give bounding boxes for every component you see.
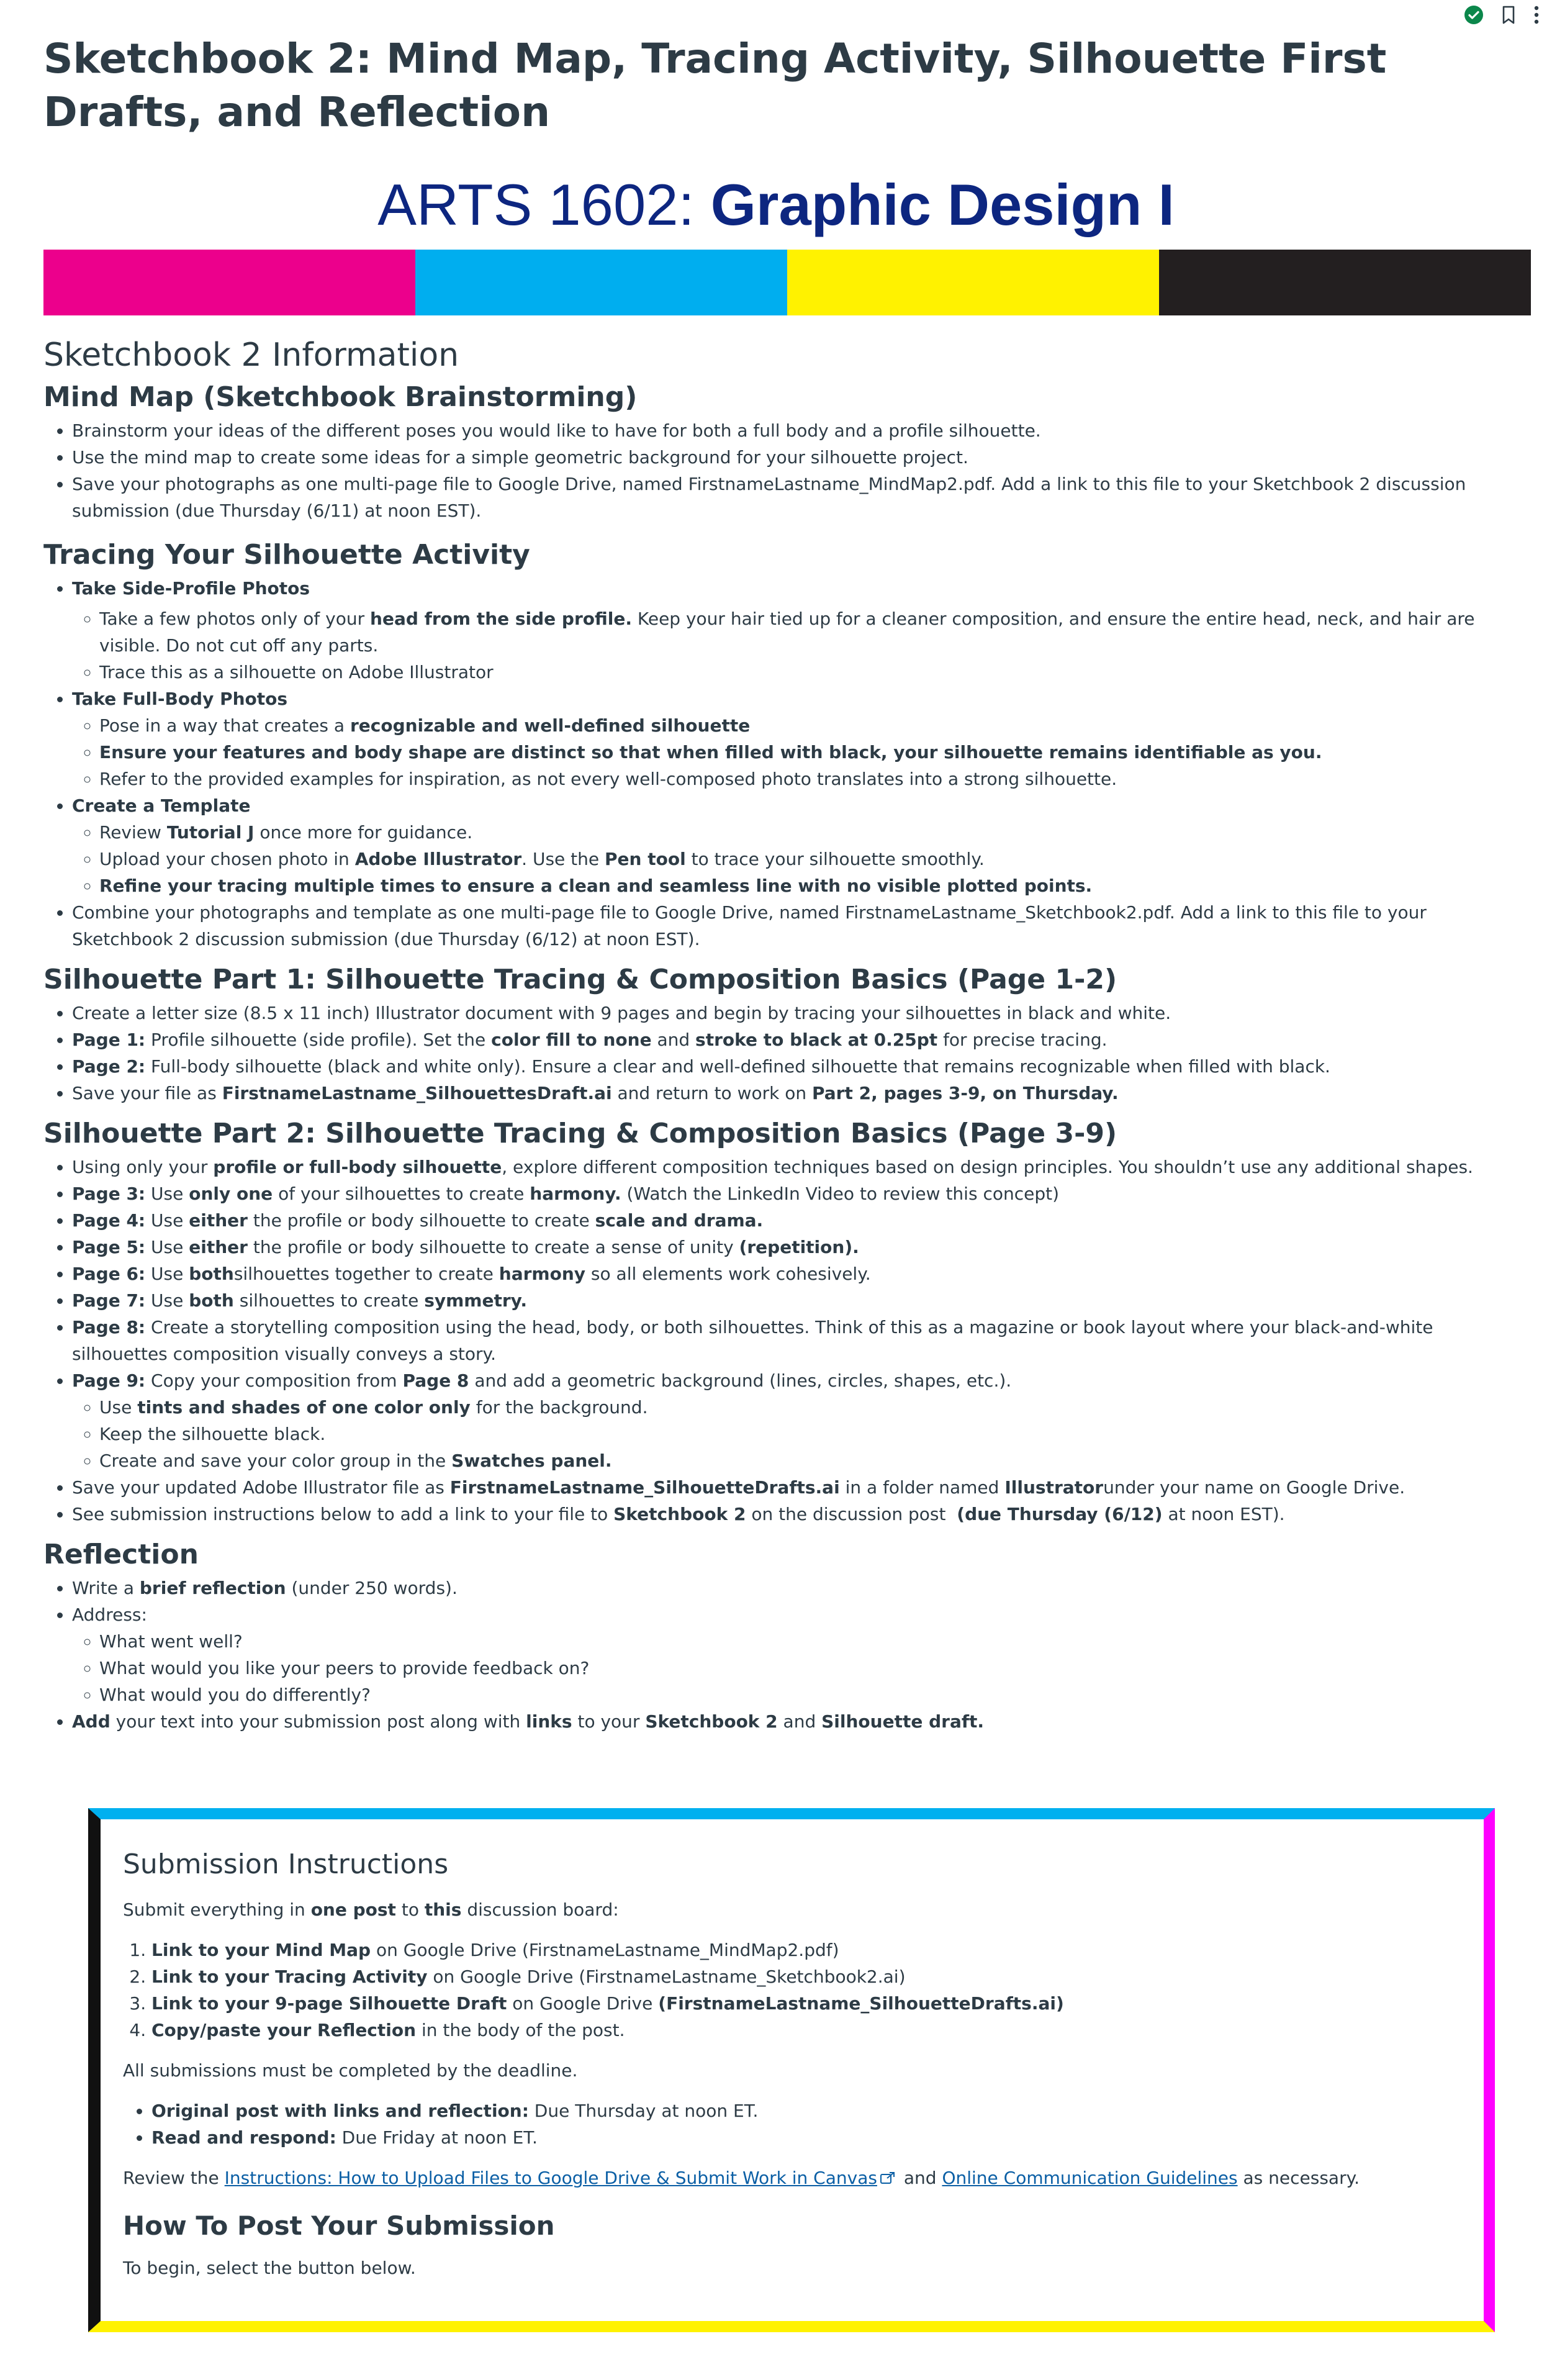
text-bold: Page 7: bbox=[72, 1290, 146, 1311]
list-item bbox=[99, 872, 1527, 899]
text: . Use the bbox=[521, 849, 605, 869]
text-bold: Page 4: bbox=[72, 1210, 146, 1231]
how-to-post-heading: How To Post Your Submission bbox=[123, 2210, 555, 2241]
list-item bbox=[72, 685, 1527, 792]
submission-steps bbox=[123, 1937, 1453, 2043]
list-item: • Create a letter size (8.5 x 11 inch) Illustrator document with 9 pages and begin by tracing your silhouettes in black and white. bbox=[72, 1000, 1527, 1026]
text-bold: Refine your tracing multiple times to ensure a clean and seamless line with no visible plotted points. bbox=[99, 876, 1093, 896]
text: Due Thursday at noon ET. bbox=[528, 2101, 759, 2121]
text-bold: this bbox=[424, 1899, 462, 1920]
list-item bbox=[151, 1963, 1453, 1990]
text-bold: links bbox=[526, 1711, 572, 1732]
info-heading: Sketchbook 2 Information bbox=[43, 337, 459, 374]
text-bold: Page 6: bbox=[72, 1264, 146, 1284]
text: , explore different composition techniques based on design principles. You shouldn’t use any additional shapes. bbox=[502, 1157, 1473, 1177]
text-bold: either bbox=[189, 1210, 248, 1231]
text: Save your file as bbox=[72, 1083, 222, 1103]
part2-heading: Silhouette Part 2: Silhouette Tracing & Composition Basics (Page 3-9) bbox=[43, 1118, 1117, 1149]
text: Use bbox=[145, 1264, 189, 1284]
text: (Watch the LinkedIn Video to review this concept) bbox=[621, 1183, 1060, 1204]
side-profile-title: Take Side-Profile Photos bbox=[72, 578, 310, 599]
list-item: • Save your photographs as one multi-page file to Google Drive, named FirstnameLastname_MindMap2.pdf. Add a link to this file to your Sketchbook 2 discussion submission (due Thursday (6/11) at noon EST). bbox=[72, 471, 1527, 524]
text-bold: Tutorial J bbox=[166, 822, 255, 843]
text: Write a bbox=[72, 1578, 140, 1598]
part2-list bbox=[43, 1154, 1527, 1527]
text: Using only your bbox=[72, 1157, 214, 1177]
text: Use bbox=[99, 1397, 138, 1418]
text: in a folder named bbox=[839, 1477, 1005, 1498]
stripe-magenta bbox=[43, 250, 415, 315]
text-bold: harmony. bbox=[530, 1183, 621, 1204]
banner-course-name: Graphic Design I bbox=[710, 172, 1175, 237]
list-item bbox=[151, 2097, 1453, 2124]
text-bold: Page 8 bbox=[402, 1370, 469, 1391]
page-title: Sketchbook 2: Mind Map, Tracing Activity, Silhouette First Drafts, and Reflection bbox=[43, 35, 1387, 136]
text: Full-body silhouette (black and white only). Ensure a clear and well-defined silhouette that remains recognizable when filled with black. bbox=[145, 1056, 1330, 1077]
text-bold: either bbox=[189, 1237, 248, 1257]
text: the profile or body silhouette to create a sense of unity bbox=[247, 1237, 739, 1257]
text: Copy your composition from bbox=[145, 1370, 403, 1391]
list-item bbox=[72, 1601, 1527, 1708]
text-bold: Page 1: bbox=[72, 1029, 146, 1050]
reflection-heading: Reflection bbox=[43, 1539, 199, 1570]
submission-heading: Submission Instructions bbox=[123, 1848, 449, 1880]
text-bold: Page 9: bbox=[72, 1370, 146, 1391]
submission-intro bbox=[123, 1896, 1453, 1923]
mindmap-heading: Mind Map (Sketchbook Brainstorming) bbox=[43, 381, 638, 413]
list-item bbox=[72, 1575, 1527, 1601]
text-bold: Add bbox=[72, 1711, 111, 1732]
part1-heading: Silhouette Part 1: Silhouette Tracing & Composition Basics (Page 1-2) bbox=[43, 964, 1117, 995]
text: Use bbox=[145, 1210, 189, 1231]
text: Upload your chosen photo in bbox=[99, 849, 355, 869]
text: Due Friday at noon ET. bbox=[336, 2127, 538, 2148]
text-bold: (FirstnameLastname_SilhouetteDrafts.ai) bbox=[658, 1993, 1064, 2014]
text: your text into your submission post along with bbox=[110, 1711, 526, 1732]
list-item bbox=[151, 2017, 1453, 2043]
text: Create a storytelling composition using the head, body, or both silhouettes. Think of this as a magazine or book layout where your black-and-white silhouettes composition visually conveys a story. bbox=[72, 1317, 1433, 1364]
deadline-list bbox=[123, 2097, 1453, 2151]
template-title: Create a Template bbox=[72, 795, 251, 816]
text: under your name on Google Drive. bbox=[1103, 1477, 1405, 1498]
text-bold: recognizable and well-defined silhouette bbox=[350, 715, 751, 736]
list-item: ◦ Refer to the provided examples for inspiration, as not every well-composed photo translates into a strong silhouette. bbox=[99, 766, 1527, 792]
top-toolbar bbox=[1464, 5, 1540, 25]
part1-list bbox=[43, 1000, 1527, 1106]
text: See submission instructions below to add a link to your file to bbox=[72, 1504, 614, 1524]
text-bold: (repetition). bbox=[739, 1237, 859, 1257]
list-item bbox=[151, 1990, 1453, 2017]
list-item: ◦ What would you like your peers to provide feedback on? bbox=[99, 1655, 1527, 1681]
text: to your bbox=[572, 1711, 646, 1732]
list-item bbox=[72, 1260, 1527, 1287]
text: for precise tracing. bbox=[937, 1029, 1108, 1050]
text: and add a geometric background (lines, circles, shapes, etc.). bbox=[469, 1370, 1012, 1391]
text: Take a few photos only of your bbox=[99, 609, 371, 629]
bookmark-icon[interactable] bbox=[1501, 5, 1516, 25]
list-item: • Use the mind map to create some ideas for a simple geometric background for your silhouette project. bbox=[72, 444, 1527, 471]
text: so all elements work cohesively. bbox=[585, 1264, 871, 1284]
text-bold: profile or full-body silhouette bbox=[213, 1157, 502, 1177]
text: silhouettes together to create bbox=[233, 1264, 499, 1284]
list-item: ◦ What went well? bbox=[99, 1628, 1527, 1655]
text: to trace your silhouette smoothly. bbox=[685, 849, 985, 869]
external-link-icon[interactable] bbox=[880, 2166, 896, 2192]
text-bold: Ensure your features and body shape are distinct so that when filled with black, your silhouette remains identifiable as you. bbox=[99, 742, 1322, 762]
tracing-list bbox=[43, 575, 1527, 952]
text-bold: Sketchbook 2 bbox=[613, 1504, 746, 1524]
kebab-menu-icon[interactable] bbox=[1533, 5, 1540, 25]
text: once more for guidance. bbox=[254, 822, 473, 843]
text-bold: both bbox=[189, 1290, 234, 1311]
list-item bbox=[72, 575, 1527, 685]
text: Use bbox=[145, 1183, 189, 1204]
list-item bbox=[72, 1314, 1527, 1367]
text: Pose in a way that creates a bbox=[99, 715, 350, 736]
text-bold: brief reflection bbox=[139, 1578, 286, 1598]
text-bold: symmetry. bbox=[424, 1290, 527, 1311]
text: in the body of the post. bbox=[416, 2020, 625, 2040]
text: Review the bbox=[123, 2168, 225, 2188]
text: Address: bbox=[72, 1604, 147, 1625]
list-item bbox=[72, 1154, 1527, 1180]
list-item bbox=[72, 1287, 1527, 1314]
list-item bbox=[72, 1026, 1527, 1053]
list-item: • Combine your photographs and template as one multi-page file to Google Drive, named FirstnameLastname_Sketchbook2.pdf. Add a link to this file to your Sketchbook 2 discussion submission (due Thursday (6/12) at noon EST). bbox=[72, 899, 1527, 952]
text: on Google Drive (FirstnameLastname_Sketchbook2.ai) bbox=[427, 1966, 906, 1987]
text-bold: Part 2, pages 3-9, on Thursday. bbox=[812, 1083, 1119, 1103]
text-bold: Adobe Illustrator bbox=[354, 849, 522, 869]
text-bold: Page 8: bbox=[72, 1317, 146, 1337]
list-item bbox=[72, 792, 1527, 899]
text: and bbox=[651, 1029, 696, 1050]
text-bold: Read and respond: bbox=[151, 2127, 336, 2148]
stripe-black bbox=[1159, 250, 1531, 315]
text: to bbox=[395, 1899, 425, 1920]
list-item bbox=[99, 1447, 1527, 1474]
list-item bbox=[72, 1234, 1527, 1260]
text-bold: Silhouette draft. bbox=[821, 1711, 985, 1732]
stripe-cyan bbox=[415, 250, 787, 315]
text-bold: Pen tool bbox=[605, 849, 686, 869]
begin-note: To begin, select the button below. bbox=[123, 2257, 416, 2278]
text-bold: Page 2: bbox=[72, 1056, 146, 1077]
text-bold: Sketchbook 2 bbox=[645, 1711, 778, 1732]
text: and bbox=[898, 2168, 942, 2188]
text-bold: only one bbox=[189, 1183, 273, 1204]
list-item: ◦ Trace this as a silhouette on Adobe Illustrator bbox=[99, 659, 1527, 685]
text-bold: FirstnameLastname_SilhouettesDraft.ai bbox=[222, 1083, 612, 1103]
list-item bbox=[72, 1367, 1527, 1474]
text: discussion board: bbox=[461, 1899, 619, 1920]
list-item bbox=[99, 819, 1527, 846]
text-bold: Swatches panel. bbox=[451, 1450, 612, 1471]
course-banner bbox=[0, 168, 1552, 242]
review-note bbox=[123, 2165, 1453, 2192]
text-bold: one post bbox=[310, 1899, 396, 1920]
text-bold: scale and drama. bbox=[595, 1210, 764, 1231]
text-bold: Link to your 9-page Silhouette Draft bbox=[151, 1993, 507, 2014]
text-bold: Link to your Tracing Activity bbox=[151, 1966, 428, 1987]
list-item bbox=[99, 712, 1527, 739]
upload-instructions-link[interactable]: Instructions: How to Upload Files to Google Drive & Submit Work in Canvas bbox=[224, 2168, 877, 2188]
text: on Google Drive bbox=[507, 1993, 659, 2014]
list-item bbox=[72, 1080, 1527, 1106]
stripe-yellow bbox=[787, 250, 1159, 315]
text-bold: (due Thursday (6/12) bbox=[957, 1504, 1163, 1524]
text: of your silhouettes to create bbox=[273, 1183, 530, 1204]
text: Keep your hair tied up for a cleaner composition, and ensure the entire head, neck, and hair are visible. Do not cut off any parts. bbox=[99, 609, 1475, 656]
text: Create and save your color group in the bbox=[99, 1450, 452, 1471]
text-bold: Original post with links and reflection: bbox=[151, 2101, 529, 2121]
text-bold: Copy/paste your Reflection bbox=[151, 2020, 417, 2040]
text: at noon EST). bbox=[1162, 1504, 1285, 1524]
list-item bbox=[99, 846, 1527, 872]
list-item bbox=[72, 1053, 1527, 1080]
full-body-title: Take Full-Body Photos bbox=[72, 689, 288, 709]
text-bold: stroke to black at 0.25pt bbox=[695, 1029, 938, 1050]
list-item bbox=[151, 1937, 1453, 1963]
list-item: ◦ What would you do differently? bbox=[99, 1681, 1527, 1708]
list-item bbox=[72, 1474, 1527, 1501]
text: and return to work on bbox=[611, 1083, 813, 1103]
text-bold: tints and shades of one color only bbox=[137, 1397, 471, 1418]
text: (under 250 words). bbox=[286, 1578, 458, 1598]
text: as necessary. bbox=[1237, 2168, 1360, 2188]
tracing-heading: Tracing Your Silhouette Activity bbox=[43, 539, 530, 571]
list-item bbox=[72, 1501, 1527, 1527]
banner-course-code: ARTS 1602: bbox=[377, 172, 711, 237]
list-item bbox=[151, 2124, 1453, 2151]
text: on Google Drive (FirstnameLastname_MindMap2.pdf) bbox=[371, 1940, 839, 1960]
text: on the discussion post bbox=[746, 1504, 957, 1524]
text-bold: color fill to none bbox=[491, 1029, 652, 1050]
list-item bbox=[72, 1180, 1527, 1207]
text: Save your updated Adobe Illustrator file as bbox=[72, 1477, 450, 1498]
text-bold: Page 5: bbox=[72, 1237, 146, 1257]
text-bold: both bbox=[189, 1264, 234, 1284]
text: the profile or body silhouette to create bbox=[247, 1210, 595, 1231]
text-bold: Page 3: bbox=[72, 1183, 146, 1204]
text: and bbox=[777, 1711, 822, 1732]
text: Submit everything in bbox=[123, 1899, 311, 1920]
list-item bbox=[99, 739, 1527, 766]
text: for the background. bbox=[470, 1397, 648, 1418]
list-item: ◦ Keep the silhouette black. bbox=[99, 1421, 1527, 1447]
list-item bbox=[99, 605, 1527, 659]
text: Profile silhouette (side profile). Set the bbox=[145, 1029, 492, 1050]
text-bold: Link to your Mind Map bbox=[151, 1940, 371, 1960]
mindmap-list bbox=[43, 417, 1527, 524]
deadline-note: All submissions must be completed by the deadline. bbox=[123, 2060, 578, 2081]
submission-box bbox=[88, 1808, 1495, 2332]
main-content bbox=[43, 333, 1527, 1735]
list-item bbox=[72, 1708, 1527, 1735]
text: Use bbox=[145, 1237, 189, 1257]
list-item bbox=[72, 1207, 1527, 1234]
reflection-list bbox=[43, 1575, 1527, 1735]
list-item bbox=[99, 1394, 1527, 1421]
text-bold: head from the side profile. bbox=[370, 609, 632, 629]
text: Use bbox=[145, 1290, 189, 1311]
published-check-icon[interactable] bbox=[1464, 5, 1484, 25]
text: Review bbox=[99, 822, 167, 843]
text-bold: FirstnameLastname_SilhouetteDrafts.ai bbox=[449, 1477, 840, 1498]
communication-guidelines-link[interactable]: Online Communication Guidelines bbox=[942, 2168, 1238, 2188]
text: silhouettes to create bbox=[233, 1290, 425, 1311]
text-bold: Illustrator bbox=[1004, 1477, 1104, 1498]
text-bold: harmony bbox=[499, 1264, 586, 1284]
color-stripe bbox=[43, 250, 1531, 315]
list-item: • Brainstorm your ideas of the different poses you would like to have for both a full body and a profile silhouette. bbox=[72, 417, 1527, 444]
